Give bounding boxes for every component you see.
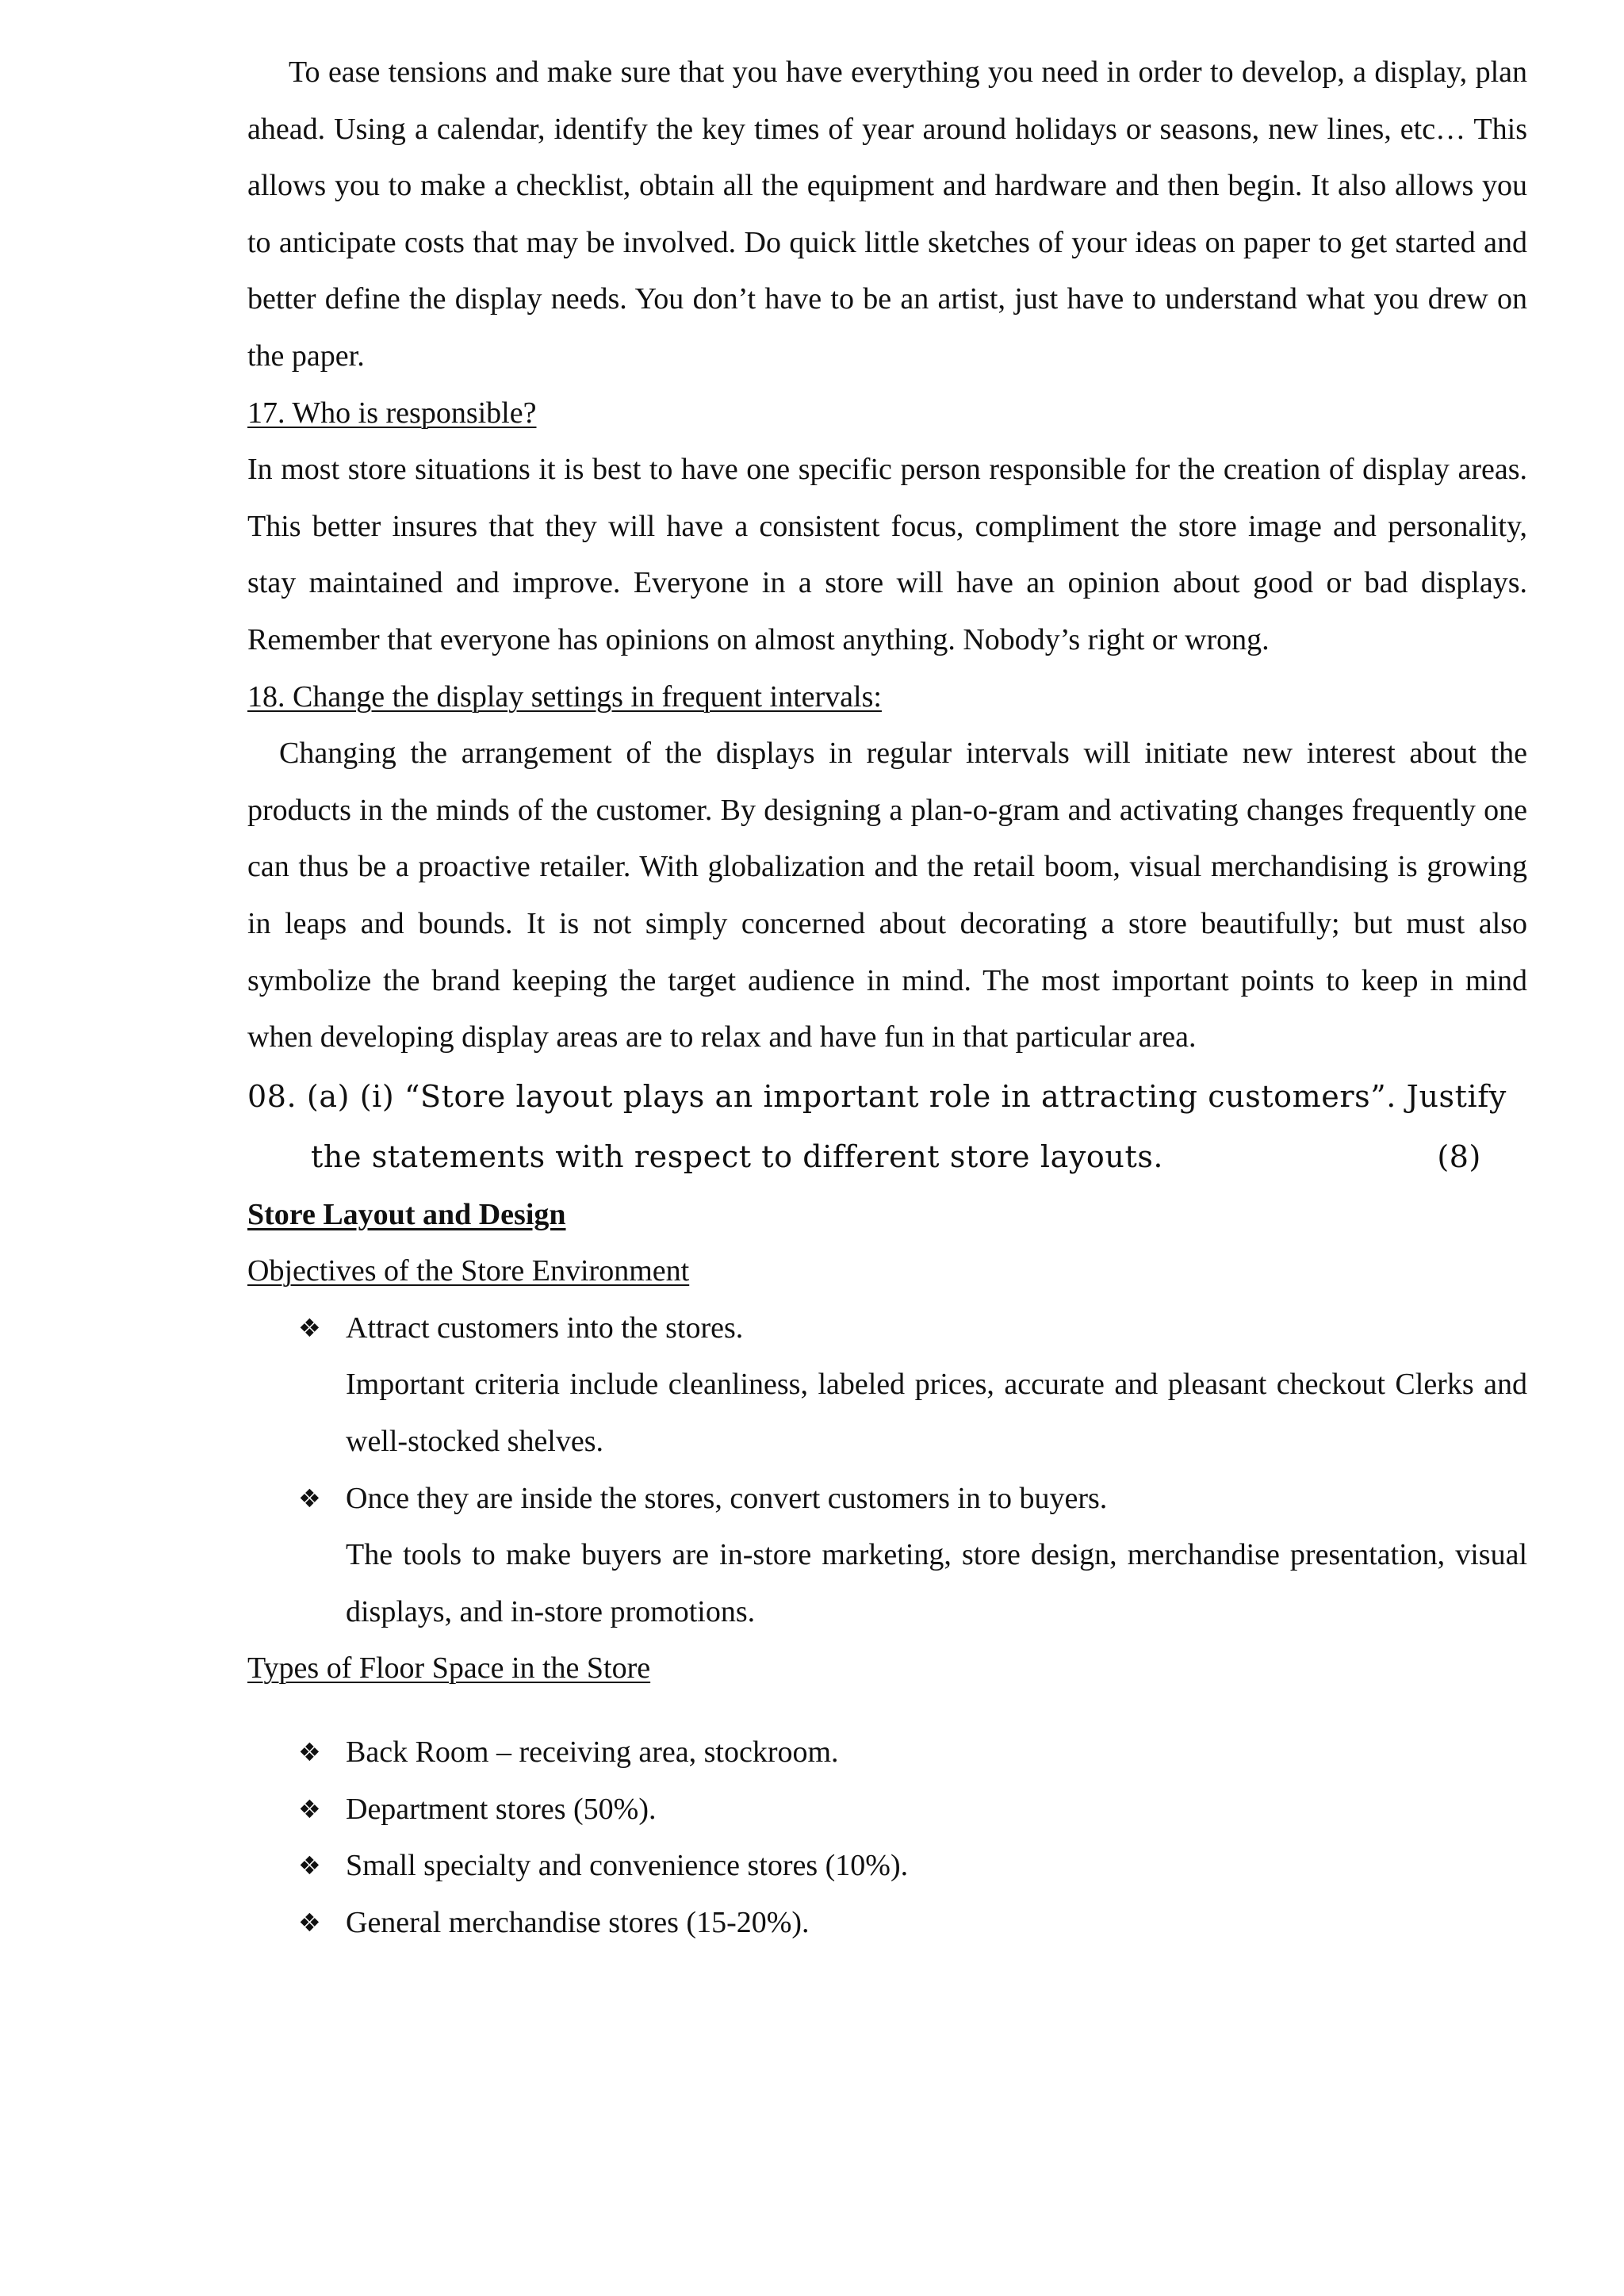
objective-detail: Important criteria include cleanliness, labeled prices, accurate and pleasant checkout Clerks and well-stocked shelves.: [346, 1368, 1527, 1459]
floor-space-text: Department stores (50%).: [346, 1792, 657, 1826]
section-18-heading: 18. Change the display settings in frequent intervals:: [247, 679, 882, 714]
intro-paragraph: To ease tensions and make sure that you have everything you need in order to develop, a display, plan ahead. Using a calendar, identify the key times of year around holidays or seasons, new lines, etc… This allows you to make a checklist, obtain all the equipment and hardware and then begin. It also allows you to anticipate costs that may be involved. Do quick little sketches of your ideas on paper to get started and better define the display needs. You don’t have to be an artist, just have to understand what you drew on the paper.: [247, 55, 1527, 373]
question-08: [247, 1066, 1527, 1187]
four-diamond-bullet-icon: ❖: [298, 1483, 321, 1513]
floor-space-heading: Types of Floor Space in the Store: [247, 1651, 651, 1686]
section-18-paragraph: Changing the arrangement of the displays in regular intervals will initiate new interest about the products in the minds of the customer. By designing a plan-o-gram and activating changes frequently one can thus be a proactive retailer. With globalization and the retail boom, visual merchandising is growing in leaps and bounds. It is not simply concerned about decorating a store beautifully; but must also symbolize the brand keeping the target audience in mind. The most important points to keep in mind when developing display areas are to relax and have fun in that particular area.: [247, 737, 1527, 1054]
four-diamond-bullet-icon: ❖: [298, 1312, 321, 1343]
question-line-2: the statements with respect to different store layouts.: [311, 1138, 1164, 1174]
objectives-heading: Objectives of the Store Environment: [247, 1254, 690, 1288]
section-17-heading: 17. Who is responsible?: [247, 396, 537, 430]
store-layout-title: Store Layout and Design: [247, 1197, 566, 1231]
floor-space-text: Back Room – receiving area, stockroom.: [346, 1735, 839, 1770]
floor-space-text: General merchandise stores (15-20%).: [346, 1905, 810, 1939]
four-diamond-bullet-icon: ❖: [298, 1850, 321, 1881]
floor-space-item: [247, 1724, 1527, 1781]
objective-item: [247, 1471, 1527, 1641]
question-marks: (8): [1437, 1138, 1481, 1174]
spacer: [247, 1697, 1527, 1724]
question-line-2-row: [247, 1127, 1527, 1187]
floor-space-item: [247, 1781, 1527, 1839]
floor-space-item: [247, 1838, 1527, 1895]
objective-detail: The tools to make buyers are in-store marketing, store design, merchandise presentation, visual displays, and in-store promotions.: [346, 1538, 1527, 1628]
objective-item: [247, 1300, 1527, 1471]
floor-space-item: [247, 1895, 1527, 1952]
objective-point: Once they are inside the stores, convert customers in to buyers.: [346, 1481, 1108, 1515]
section-17-paragraph: In most store situations it is best to have one specific person responsible for the creation of display areas. This better insures that they will have a consistent focus, compliment the store image and personality, stay maintained and improve. Everyone in a store will have an opinion about good or bad displays. Remember that everyone has opinions on almost anything. Nobody’s right or wrong.: [247, 453, 1527, 656]
four-diamond-bullet-icon: ❖: [298, 1737, 321, 1768]
floor-space-text: Small specialty and convenience stores (10%).: [346, 1849, 909, 1883]
objective-point: Attract customers into the stores.: [346, 1311, 744, 1345]
document-page: [247, 44, 1527, 1951]
question-line-1: 08. (a) (i) “Store layout plays an important role in attracting customers”. Justify: [247, 1078, 1507, 1114]
four-diamond-bullet-icon: ❖: [298, 1793, 321, 1824]
four-diamond-bullet-icon: ❖: [298, 1907, 321, 1938]
